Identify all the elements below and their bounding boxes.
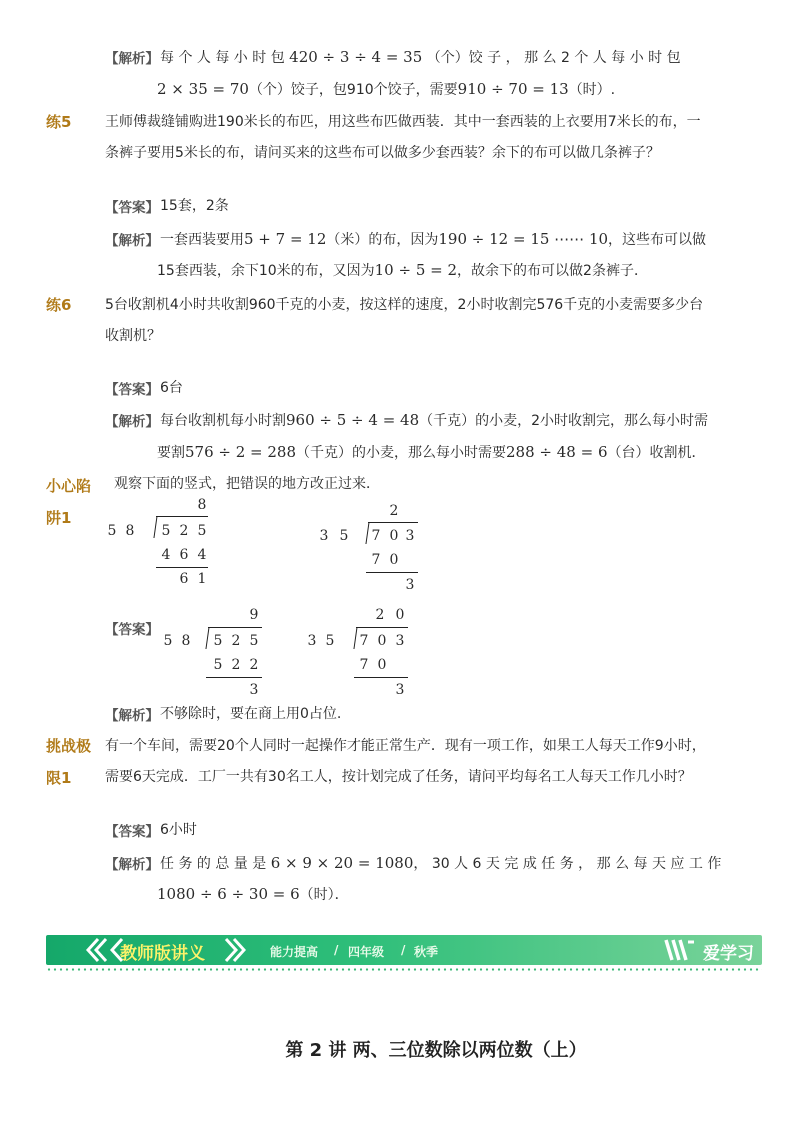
analysis-text (160, 229, 706, 250)
breadcrumb-item: 能力提高 (270, 945, 319, 959)
division-bracket (205, 627, 209, 649)
analysis-text (157, 79, 615, 100)
subtraction-line (354, 677, 408, 678)
answer-text: 6小时 (160, 822, 197, 838)
analysis-text (160, 853, 721, 874)
math-expression: 910 ÷ 70 = 13 (457, 80, 569, 98)
math-expression: 6 × 9 × 20 = 1080 (270, 854, 414, 872)
text-segment: （个）饺 子 ， 那 么 2 个 人 每 小 时 包 (426, 50, 681, 66)
dividend-digit: 5 (249, 633, 259, 649)
remainder-digit: 3 (405, 577, 415, 593)
analysis-text (160, 47, 681, 68)
question-text: 需要6天完成．工厂一共有30名工人，按计划完成了任务，请问平均每名工人每天工作几小时？ (105, 769, 692, 785)
analysis-tag: 【解析】 (105, 708, 159, 724)
trap-instruction: 观察下面的竖式，把错误的地方改正过来． (114, 476, 380, 492)
text-segment: ， 30 人 6 天 完 成 任 务 ， 那 么 每 天 应 工 作 (413, 856, 722, 872)
text-segment: （米）的布，因为 (326, 232, 439, 248)
division-bar (368, 522, 418, 523)
divisor-digit: 5 (107, 523, 117, 539)
math-expression: 1080 ÷ 6 ÷ 30 = 6 (157, 885, 300, 903)
remainder-digit: 3 (395, 682, 405, 698)
product-digit: 7 (359, 657, 369, 673)
divisor-digit: 8 (125, 523, 135, 539)
remainder-digit: 6 (179, 571, 189, 587)
dividend-digit: 2 (231, 633, 241, 649)
subtraction-line (206, 677, 262, 678)
answer-text: 15套，2条 (160, 198, 229, 214)
analysis-tag: 【解析】 (105, 51, 159, 67)
dividend-digit: 0 (389, 528, 399, 544)
quotient-digit: 2 (375, 607, 385, 623)
product-digit: 4 (161, 547, 171, 563)
dividend-digit: 5 (197, 523, 207, 539)
analysis-tag: 【解析】 (105, 233, 159, 249)
practice-label: 练5 (46, 113, 72, 131)
divisor-digit: 3 (307, 633, 317, 649)
text-segment: ，故余下的布可以做2条裤子． (457, 263, 648, 279)
remainder-digit: 3 (249, 682, 259, 698)
logo-icon (664, 938, 696, 962)
text-segment: （个）饺子，包910个饺子，需要 (248, 82, 458, 98)
dividend-digit: 3 (405, 528, 415, 544)
question-text: 条裤子要用5米长的布，请问买来的这些布可以做多少套西装？余下的布可以做几条裤子？ (105, 145, 660, 161)
answer-tag: 【答案】 (105, 382, 159, 398)
quotient-digit: 0 (395, 607, 405, 623)
math-expression: 2 × 35 = 70 (157, 80, 249, 98)
math-expression: 5 + 7 = 12 (244, 230, 327, 248)
math-expression: 960 ÷ 5 ÷ 4 = 48 (286, 411, 420, 429)
product-digit: 0 (377, 657, 387, 673)
product-digit: 4 (197, 547, 207, 563)
footer-banner (46, 935, 762, 965)
analysis-tag: 【解析】 (105, 414, 159, 430)
analysis-text (157, 884, 349, 905)
dotted-divider (46, 968, 762, 971)
answer-tag: 【答案】 (105, 622, 159, 638)
dividend-digit: 2 (179, 523, 189, 539)
division-bar (156, 516, 208, 517)
text-segment: 任 务 的 总 量 是 (160, 856, 267, 872)
chevron-left-icon (84, 935, 108, 965)
text-segment: （千克）的小麦，2小时收割完，那么每小时需 (419, 413, 709, 429)
text-segment: ，这些布可以做 (608, 232, 707, 248)
question-text: 王师傅裁缝铺购进190米长的布匹，用这些布匹做西装．其中一套西装的上衣要用7米长的布，一 (105, 114, 701, 130)
math-expression: 10 ÷ 5 = 2 (374, 261, 458, 279)
product-digit: 2 (249, 657, 259, 673)
text-segment: （千克）的小麦，那么每小时需要 (296, 445, 507, 461)
product-digit: 2 (231, 657, 241, 673)
logo-text: 爱学习 (703, 944, 754, 964)
math-expression: 576 ÷ 2 = 288 (185, 443, 297, 461)
breadcrumb-separator: / (401, 943, 406, 957)
division-bracket (153, 516, 157, 538)
text-segment: 每 个 人 每 小 时 包 (160, 50, 285, 66)
product-digit: 5 (213, 657, 223, 673)
divisor-digit: 5 (163, 633, 173, 649)
analysis-text (157, 442, 706, 463)
division-bar (356, 627, 408, 628)
text-segment: （时）． (299, 887, 349, 903)
analysis-tag: 【解析】 (105, 857, 159, 873)
breadcrumb-separator: / (334, 943, 339, 957)
text-segment: （时）. (568, 82, 616, 98)
subtraction-line (366, 572, 418, 573)
text-segment: 一套西装要用 (160, 232, 244, 248)
quotient-digit: 2 (389, 503, 399, 519)
divisor-digit: 3 (319, 528, 329, 544)
answer-text: 6台 (160, 380, 183, 396)
text-segment: 每台收割机每小时割 (160, 413, 286, 429)
dividend-digit: 3 (395, 633, 405, 649)
practice-label: 练6 (46, 296, 72, 314)
product-digit: 7 (371, 552, 381, 568)
dividend-digit: 5 (213, 633, 223, 649)
analysis-text (160, 410, 708, 431)
text-segment: 15套西装，余下10米的布，又因为 (157, 263, 375, 279)
math-expression: 288 ÷ 48 = 6 (506, 443, 608, 461)
divisor-digit: 8 (181, 633, 191, 649)
dividend-digit: 5 (161, 523, 171, 539)
analysis-text: 不够除时，要在商上用0占位. (160, 706, 342, 722)
text-segment: 要割 (157, 445, 185, 461)
product-digit: 0 (389, 552, 399, 568)
remainder-digit: 1 (197, 571, 207, 587)
division-bar (208, 627, 262, 628)
challenge-label: 挑战极 (46, 737, 92, 755)
question-text: 收割机？ (105, 328, 161, 344)
answer-tag: 【答案】 (105, 824, 159, 840)
dividend-digit: 7 (371, 528, 381, 544)
trap-label: 阱1 (46, 509, 72, 527)
quotient-digit: 9 (249, 607, 259, 623)
quotient-digit: 8 (197, 497, 207, 513)
question-text: 有一个车间，需要20个人同时一起操作才能正常生产．现有一项工作，如果工人每天工作9小时， (105, 738, 706, 754)
question-text: 5台收割机4小时共收割960千克的小麦，按这样的速度，2小时收割完576千克的小麦需要多少台 (105, 297, 704, 313)
breadcrumb-item: 四年级 (348, 945, 385, 959)
divisor-digit: 5 (339, 528, 349, 544)
subtraction-line (156, 567, 208, 568)
divisor-digit: 5 (325, 633, 335, 649)
answer-tag: 【答案】 (105, 200, 159, 216)
analysis-text (157, 260, 648, 281)
product-digit: 6 (179, 547, 189, 563)
dividend-digit: 0 (377, 633, 387, 649)
challenge-label: 限1 (46, 769, 72, 787)
text-segment: （台）收割机． (607, 445, 706, 461)
chevron-right-icon (222, 935, 246, 965)
math-expression: 190 ÷ 12 = 15 ⋯⋯ 10 (438, 230, 609, 248)
banner-title: 教师版讲义 (120, 944, 205, 964)
math-expression: 420 ÷ 3 ÷ 4 = 35 (289, 48, 423, 66)
trap-label: 小心陷 (46, 477, 92, 495)
breadcrumb-item: 秋季 (414, 945, 439, 959)
dividend-digit: 7 (359, 633, 369, 649)
chapter-title: 第 2 讲 两、三位数除以两位数（上） (285, 1040, 587, 1061)
